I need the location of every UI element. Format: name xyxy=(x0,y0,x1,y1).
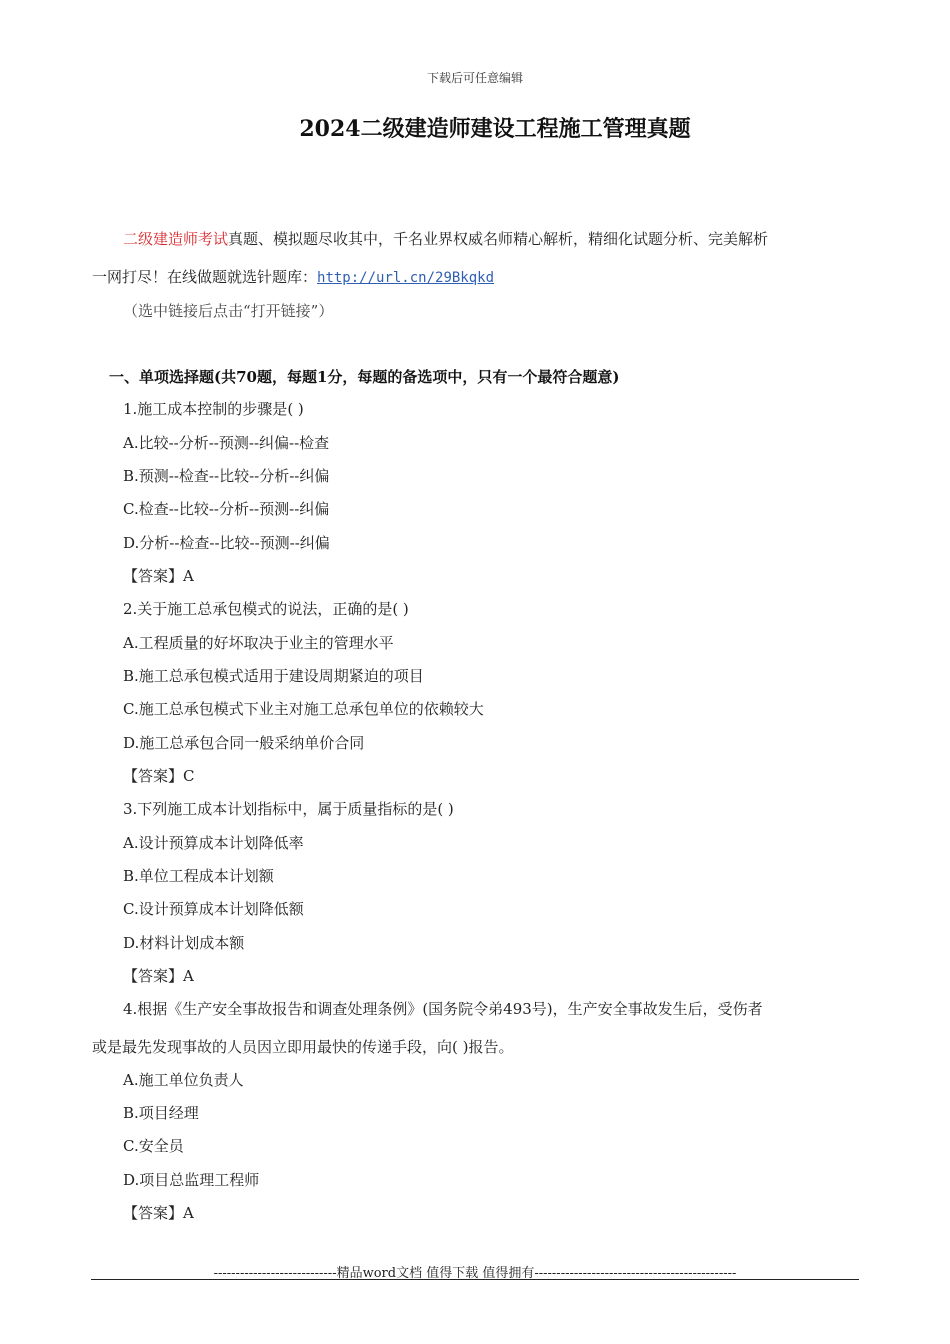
question-3-option-d: D.材料计划成本额 xyxy=(123,934,245,952)
question-1-stem: 1.施工成本控制的步骤是( ) xyxy=(123,400,304,418)
question-1-answer: 【答案】A xyxy=(123,567,194,585)
question-bank-link[interactable]: http://url.cn/29Bkqkd xyxy=(317,270,495,286)
intro-line-1 xyxy=(123,228,768,249)
question-4-stem-line-2: 或是最先发现事故的人员因立即用最快的传递手段，向( )报告。 xyxy=(92,1038,514,1056)
question-1-option-b: B.预测--检查--比较--分析--纠偏 xyxy=(123,467,330,485)
question-2-option-a: A.工程质量的好坏取决于业主的管理水平 xyxy=(123,634,394,652)
page-title: 2024二级建造师建设工程施工管理真题 xyxy=(299,116,691,142)
section-heading: 一、单项选择题(共70题，每题1分，每题的备选项中，只有一个最符合题意) xyxy=(109,368,620,386)
question-2-option-b: B.施工总承包模式适用于建设周期紧迫的项目 xyxy=(123,667,424,685)
question-4-stem-line-1: 4.根据《生产安全事故报告和调查处理条例》(国务院令弟493号)，生产安全事故发生后，受伤者 xyxy=(123,1000,763,1018)
intro-text-2: 一网打尽！在线做题就选针题库： xyxy=(92,268,318,286)
question-2-option-c: C.施工总承包模式下业主对施工总承包单位的依赖较大 xyxy=(123,700,484,718)
question-1-option-c: C.检查--比较--分析--预测--纠偏 xyxy=(123,500,330,518)
link-note: （选中链接后点击“打开链接”） xyxy=(123,302,334,320)
question-4-answer: 【答案】A xyxy=(123,1204,194,1222)
header-note: 下载后可任意编辑 xyxy=(426,71,523,85)
footer-rule xyxy=(91,1279,859,1280)
question-3-option-c: C.设计预算成本计划降低额 xyxy=(123,900,304,918)
question-4-option-b: B.项目经理 xyxy=(123,1104,199,1122)
question-3-option-b: B.单位工程成本计划额 xyxy=(123,867,274,885)
question-4-option-a: A.施工单位负责人 xyxy=(123,1071,244,1089)
question-4-option-c: C.安全员 xyxy=(123,1137,184,1155)
intro-line-2 xyxy=(92,266,494,287)
page-footer: ----------------------------精品word文档 值得下载 值得拥有---------------------------------------------- xyxy=(213,1266,737,1281)
question-3-answer: 【答案】A xyxy=(123,967,194,985)
question-4-option-d: D.项目总监理工程师 xyxy=(123,1171,260,1189)
question-2-answer: 【答案】C xyxy=(123,767,195,785)
question-3-stem: 3.下列施工成本计划指标中，属于质量指标的是( ) xyxy=(123,800,454,818)
question-1-option-a: A.比较--分析--预测--纠偏--检查 xyxy=(123,434,330,452)
question-1-option-d: D.分析--检查--比较--预测--纠偏 xyxy=(123,534,330,552)
question-2-stem: 2.关于施工总承包模式的说法，正确的是( ) xyxy=(123,600,409,618)
exam-highlight[interactable]: 二级建造师考试 xyxy=(123,230,229,248)
intro-text-1: 真题、模拟题尽收其中，千名业界权威名师精心解析，精细化试题分析、完美解析 xyxy=(228,230,769,248)
question-2-option-d: D.施工总承包合同一般采纳单价合同 xyxy=(123,734,365,752)
question-3-option-a: A.设计预算成本计划降低率 xyxy=(123,834,304,852)
